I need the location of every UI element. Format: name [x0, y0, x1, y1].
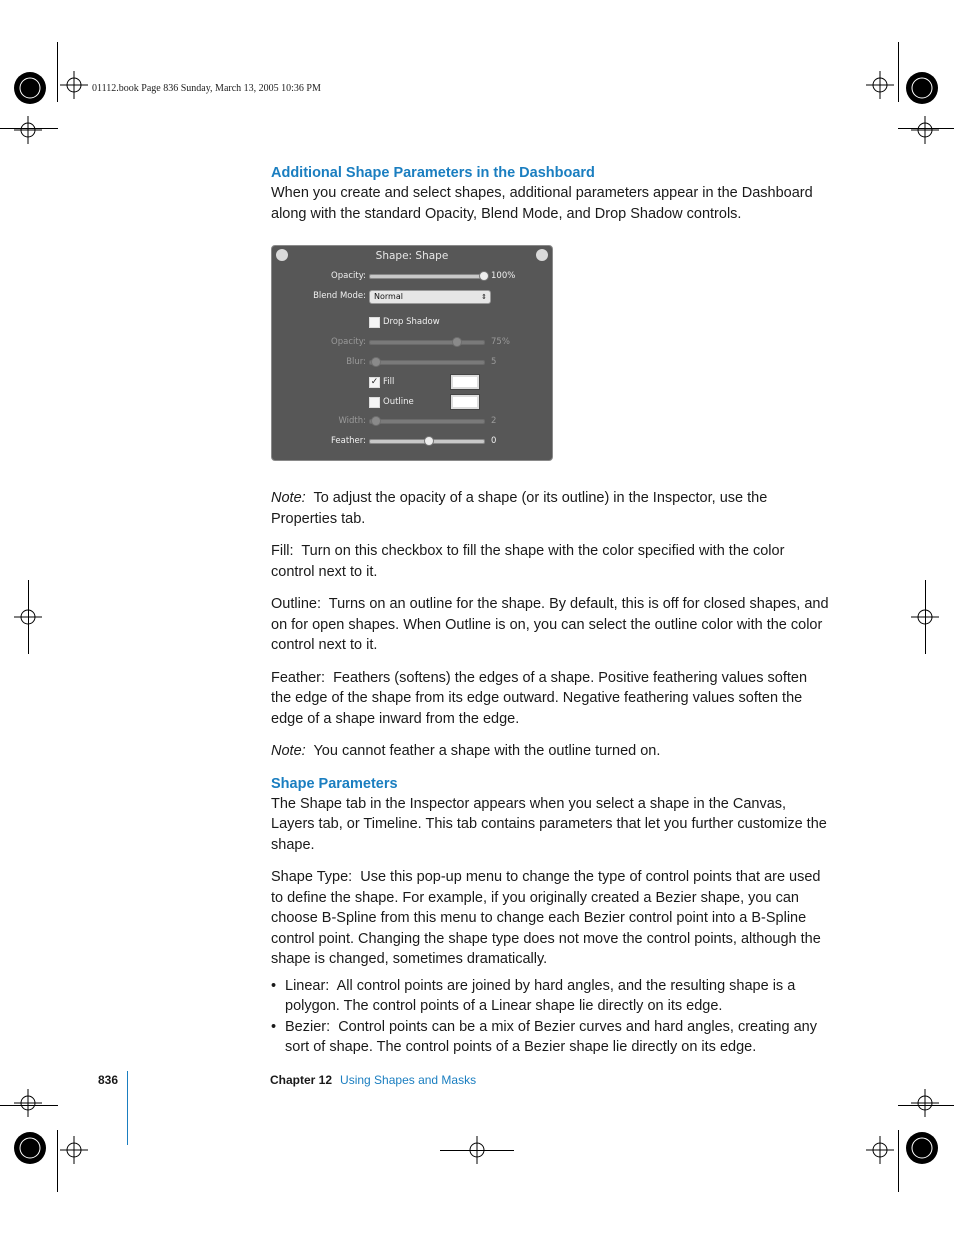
outline-label: Outline: [383, 397, 414, 407]
section-intro-dashboard: When you create and select shapes, additional parameters appear in the Dashboard along with the standard Opacity, Blend Mode, and Drop Shadow controls.: [271, 185, 813, 222]
checkmark-icon: ✓: [370, 377, 379, 387]
term-outline: Outline:: [271, 596, 321, 612]
note-text: To adjust the opacity of a shape (or its outline) in the Inspector, use the Properties tab.: [271, 490, 768, 527]
blur-value: 5: [491, 357, 497, 367]
term-feather: Feather:: [271, 669, 325, 686]
note-text: You cannot feather a shape with the outline turned on.: [313, 743, 661, 759]
dashboard-title: Shape: Shape: [375, 250, 449, 262]
print-header: 01112.book Page 836 Sunday, March 13, 2005 10:36 PM: [92, 83, 321, 94]
opacity-value: 100%: [491, 271, 516, 281]
shape-type-description: [271, 867, 831, 970]
outline-description: [271, 594, 831, 656]
chapter-label: Chapter 12: [270, 1073, 333, 1087]
blur-label: Blur:: [346, 357, 366, 367]
footer-rule: [127, 1071, 128, 1145]
page-content: [271, 163, 831, 1058]
term-shape-type: Shape Type:: [271, 869, 353, 885]
bullet-term: Bezier:: [285, 1018, 331, 1035]
bullet-term: Linear:: [285, 977, 330, 994]
note-term: Note:: [271, 743, 306, 759]
feather-label: Feather:: [330, 436, 366, 446]
blend-mode-label: Blend Mode:: [313, 291, 366, 301]
bullet-text: All control points are joined by hard angles, and the resulting shape is a polygon. The control points of a Linear shape lie directly on its edge.: [285, 977, 796, 1014]
section-intro-shape-parameters: The Shape tab in the Inspector appears when you select a shape in the Canvas, Layers tab, or Timeline. This tab contains parameters that let you further customize the shape.: [271, 795, 827, 853]
drop-shadow-label: Drop Shadow: [383, 317, 440, 327]
page-number: 836: [98, 1073, 119, 1087]
outline-text: Turns on an outline for the shape. By default, this is off for closed shapes, and on for open shapes. When Outline is on, you can select the outline color with the color control next to it.: [271, 596, 829, 653]
section-heading-shape-parameters: Shape Parameters: [271, 775, 398, 792]
updown-arrows-icon: ⇕: [481, 293, 487, 301]
fill-description: [271, 541, 831, 582]
shape-type-text: Use this pop-up menu to change the type of control points that are used to define the shape. For example, if you originally created a Bezier shape, you can choose B-Spline from this menu to change each Bezier control point into a B-Spline control point. Changing the shape type does not move the control points, although the shape is changed, sometimes dramatically.: [271, 869, 821, 967]
shadow-opacity-value: 75%: [491, 337, 510, 347]
list-item: [271, 976, 831, 1017]
note-term: Note:: [271, 490, 306, 506]
note-feather: [271, 741, 831, 762]
note-opacity: [271, 488, 831, 529]
chapter-title: Using Shapes and Masks: [340, 1073, 477, 1087]
section-heading-dashboard: Additional Shape Parameters in the Dashboard: [271, 165, 595, 181]
list-item: [271, 1017, 831, 1058]
feather-description: [271, 668, 831, 730]
fill-label: Fill: [383, 377, 395, 387]
bullet-icon: •: [271, 977, 277, 994]
bullet-text: Control points can be a mix of Bezier curves and hard angles, creating any sort of shape. The control points of a Bezier shape lie directly on its edge.: [285, 1018, 817, 1055]
width-value: 2: [491, 416, 497, 426]
shadow-opacity-label: Opacity:: [331, 337, 366, 347]
opacity-label: Opacity:: [331, 271, 366, 281]
feather-value: 0: [491, 436, 497, 446]
feather-text: Feathers (softens) the edges of a shape. Positive feathering values soften the edge of the shape from its edge outward. Negative feathering values soften the edge of a shape inward from the edge.: [271, 669, 808, 727]
term-fill: Fill:: [271, 543, 294, 559]
blend-mode-value: Normal: [374, 292, 403, 301]
fill-text: Turn on this checkbox to fill the shape with the color specified with the color control next to it.: [271, 543, 785, 580]
bullet-icon: •: [271, 1018, 277, 1035]
width-label: Width:: [338, 416, 366, 426]
footer-chapter: [270, 1073, 476, 1087]
